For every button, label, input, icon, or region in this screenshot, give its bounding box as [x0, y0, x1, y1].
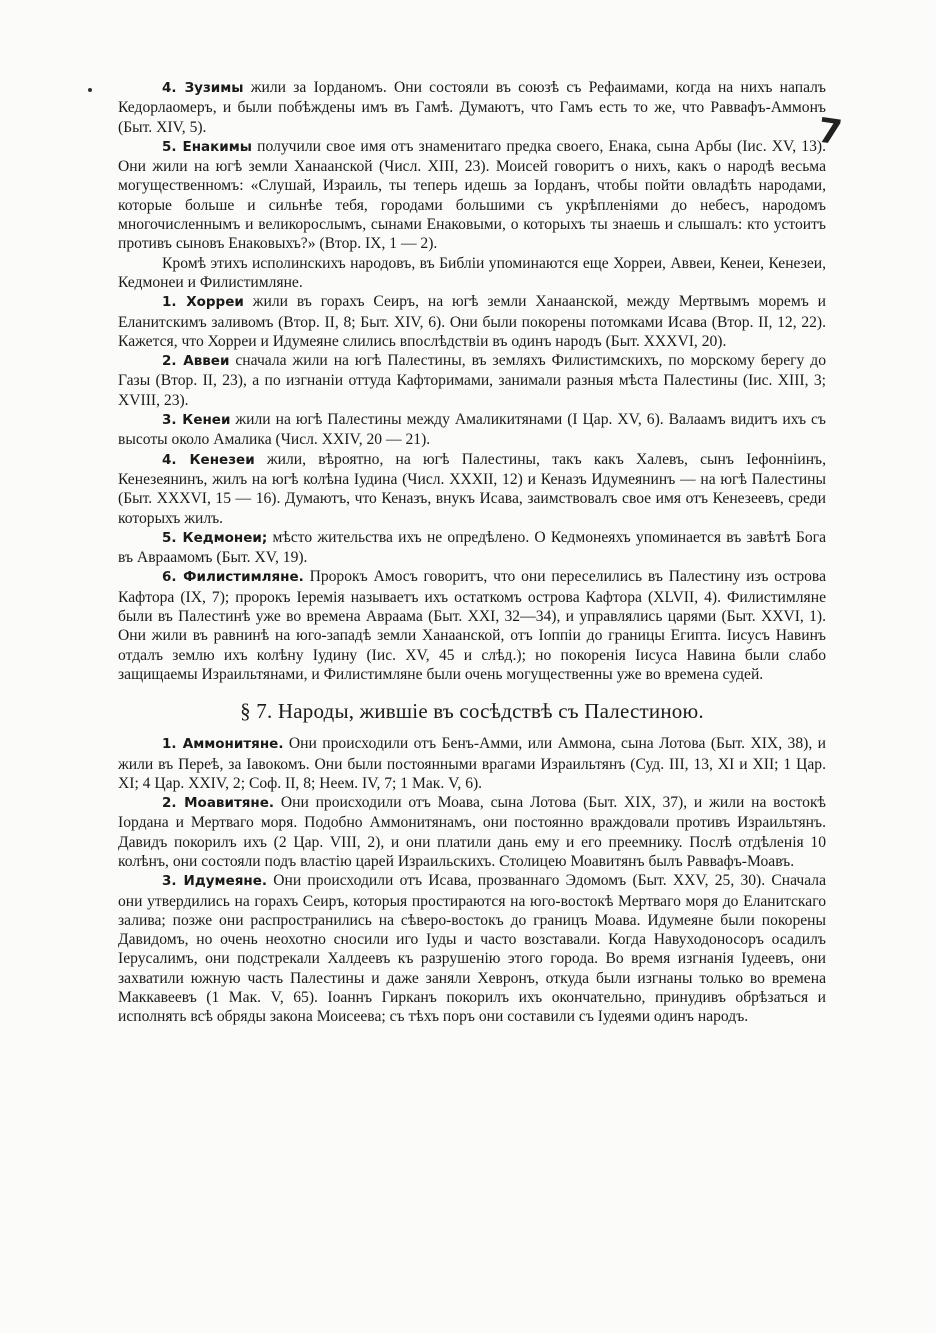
paragraph-enakim: 5. Енакимы получили свое имя отъ знаменитаго предка своего, Енака, сына Арбы (Іис. XV, 13). Они жили на югѣ земли Ханаанской (Числ. XIII, 23). Моисей говоритъ о нихъ, какъ о народѣ весьма могущественномъ: «Слушай, Израиль, ты теперь идешь за Іорданъ, чтобы пойти овладѣть народами, которые больше и сильнѣе тебя, городами большими съ укрѣпленіями до небесъ, народомъ многочисленнымъ и великорослымъ, сынами Енаковыми, о которыхъ ты знаешь и слышалъ: кто устоитъ противъ сыновъ Енаковыхъ?» (Втор. IX, 1 — 2).: [118, 137, 826, 253]
paragraph-horrei: 1. Хорреи жили въ горахъ Сеиръ, на югѣ земли Ханаанской, между Мертвымъ моремъ и Еланитскимъ заливомъ (Втор. II, 8; Быт. XIV, 6). Они были покорены потомками Исава (Втор. II, 12, 22). Кажется, что Хорреи и Идумеяне слились впослѣдствіи въ одинъ народъ (Быт. XXXVI, 20).: [118, 293, 826, 350]
paragraph-kedmonei: 5. Кедмонеи; мѣсто жительства ихъ не опредѣлено. О Кедмонеяхъ упоминается въ завѣтѣ Бога въ Авраамомъ (Быт. XV, 19).: [118, 528, 827, 567]
handwritten-page-number: 7: [815, 110, 845, 154]
page-body: [118, 78, 826, 1027]
paragraph-kenei: 3. Кенеи жили на югѣ Палестины между Амаликитянами (I Цар. XV, 6). Валаамъ видитъ ихъ съ высоты около Амалика (Числ. XXIV, 20 — 21).: [118, 411, 826, 449]
paragraph-idumeans: 3. Идумеяне. Они происходили отъ Исава, прозваннаго Эдомомъ (Быт. XXV, 25, 30). Сначала они утвердились на горахъ Сеиръ, которыя простираются на юго-востокѣ Мертваго моря до Еланитскаго залива; позже они распространились на сѣверо-востокъ до границъ Моава. Идумеяне были покорены Давидомъ, но очень неохотно сносили иго Іуды и часто возставали. Когда Навуходоносоръ осадилъ Іерусалимъ, они подстрекали Халдеевъ къ разрушенію этого города. Во время изгнанія Іудеевъ, они захватили южную часть Палестины и даже заняли Хевронъ, откуда были изгнаны только во времена Маккавеевъ (1 Мак. V, 65). Іоаннъ Гирканъ покорилъ ихъ окончательно, принудивъ обрѣзаться и исполнять всѣ обряды закона Моисеева; съ тѣхъ поръ они составили съ Іудеями одинъ народъ.: [118, 872, 827, 1026]
ink-dot: [88, 88, 92, 92]
paragraph-moabites: 2. Моавитяне. Они происходили отъ Моава, сына Лотова (Быт. XIX, 37), и жили на востокѣ Іордана и Мертваго моря. Подобно Аммонитянамъ, они постоянно враждовали противъ Израильтянъ. Давидъ покорилъ ихъ (2 Цар. VIII, 2), и они платили дань ему и его преемнику. Послѣ отдѣленія 10 колѣнъ, они состояли подъ властію царей Израильскихъ. Столицею Моавитянъ былъ Раввафъ-Моавъ.: [118, 794, 826, 870]
paragraph-zuzim: 4. Зузимы жили за Іорданомъ. Они состояли въ союзѣ съ Рефаимами, когда на нихъ напалъ Кедорлаомеръ, и были побѣждены имъ въ Гамѣ. Думаютъ, что Гамъ есть то же, что Раввафъ-Аммонъ (Быт. XIV, 5).: [118, 79, 826, 136]
paragraph-avvei: 2. Аввеи сначала жили на югѣ Палестины, въ земляхъ Филистимскихъ, по морскому берегу до Газы (Втор. II, 23), а по изгнаніи оттуда Кафторимами, занимали разныя мѣста Палестины (Іис. XIII, 3; XVIII, 23).: [118, 352, 827, 409]
paragraph-intro-peoples: Кромѣ этихъ исполинскихъ народовъ, въ Библіи упоминаются еще Хорреи, Аввеи, Кенеи, Кенезеи, Кедмонеи и Филистимляне.: [118, 254, 826, 291]
paragraph-ammonites: 1. Аммонитяне. Они происходили отъ Бенъ-Амми, или Аммона, сына Лотова (Быт. XIX, 38), и жили въ Переѣ, за Іавокомъ. Они были постоянными врагами Израильтянъ (Суд. III, 13, XI и XII; 1 Цар. XI; 4 Цар. XXIV, 2; Соф. II, 8; Неем. IV, 7; 1 Мак. V, 6).: [118, 735, 826, 792]
section-heading: § 7. Народы, жившіе въ сосѣдствѣ съ Палестиною.: [240, 699, 704, 724]
paragraph-philistines: 6. Филистимляне. Пророкъ Амосъ говоритъ, что они переселились въ Палестину изъ острова Кафтора (IX, 7); пророкъ Іеремія называетъ ихъ остаткомъ острова Кафтора (XLVII, 4). Филистимляне были въ Палестинѣ уже во времена Авраама (Быт. XXI, 32—34), и управлялись царями (Быт. XXVI, 1). Они жили въ равнинѣ на юго-западѣ земли Ханаанской, отъ Іоппіи до границы Египта. Іисусъ Навинъ отдалъ землю ихъ колѣну Іудину (Іис. XV, 45 и слѣд.); но покоренія Іисуса Навина были слабо защищаемы Израильтянами, и Филистимляне были очень могущественны уже во времена судей.: [118, 568, 826, 683]
paragraph-kenezei: 4. Кенезеи жили, вѣроятно, на югѣ Палестины, такъ какъ Халевъ, сынъ Іефоннiинъ, Кенезеянинъ, жилъ на югѣ колѣна Іудина (Числ. XXXII, 12) и Кеназъ Идумеянинъ — на югѣ Палестины (Быт. XXXVI, 15 — 16). Думаютъ, что Кеназъ, внукъ Исава, заимствовалъ свое имя отъ Кенезеевъ, среди которыхъ жилъ.: [118, 450, 826, 527]
